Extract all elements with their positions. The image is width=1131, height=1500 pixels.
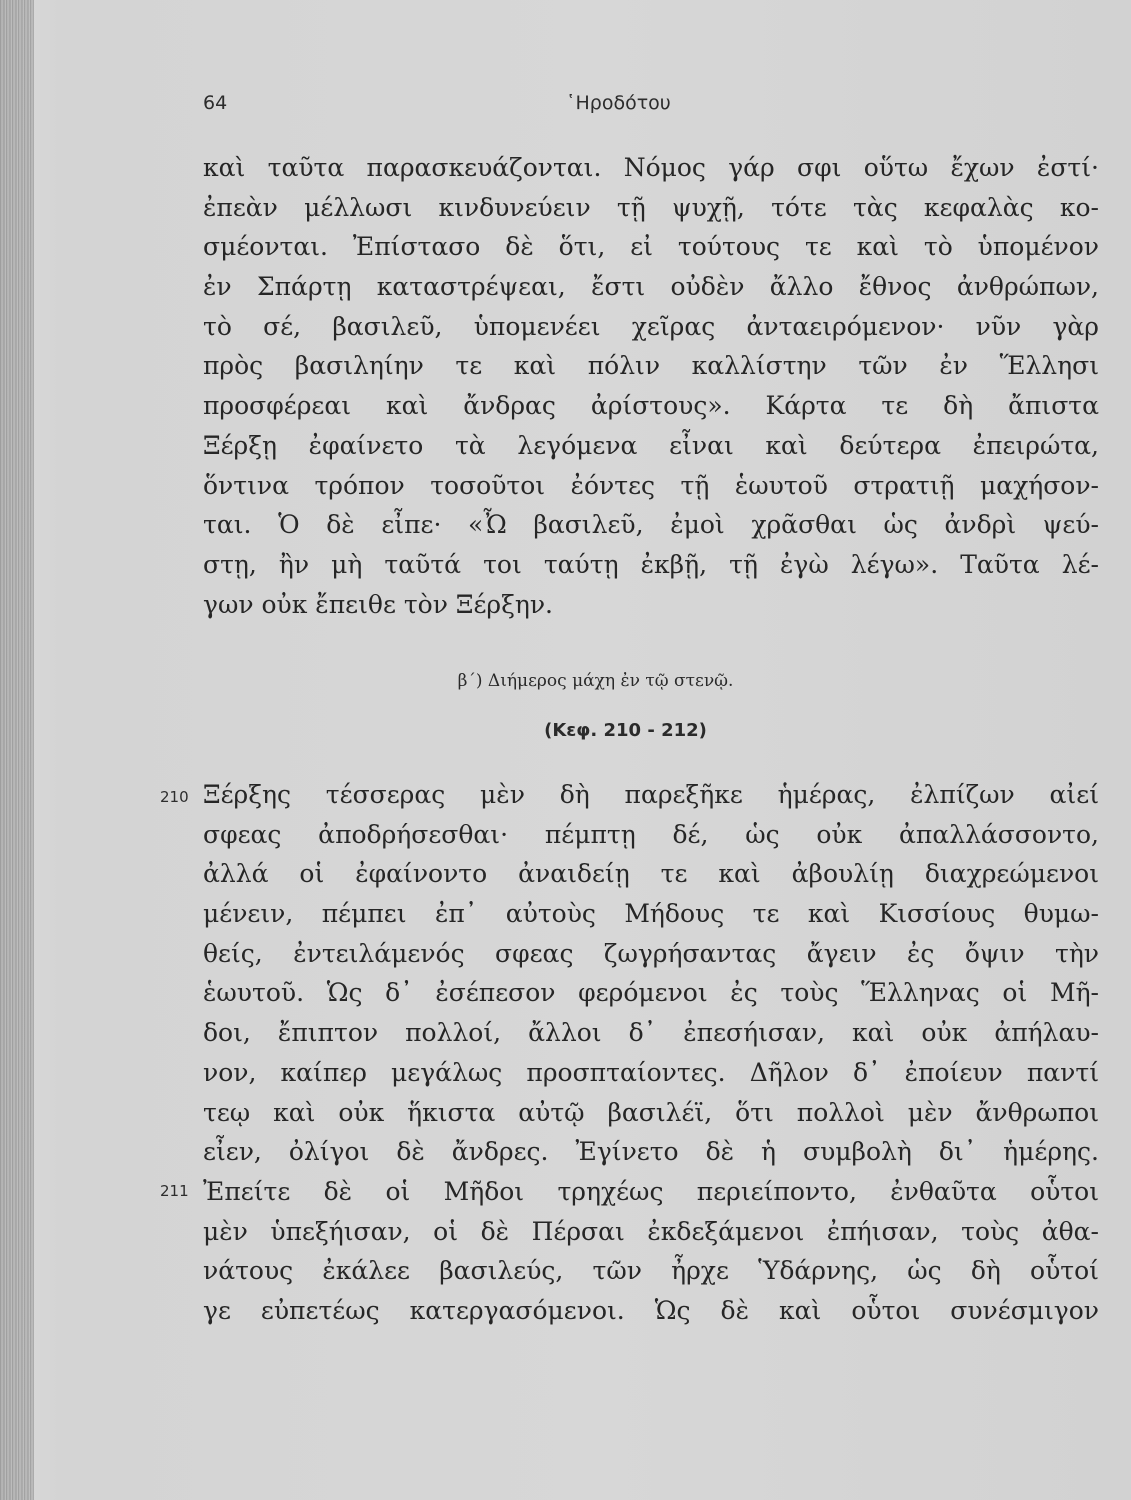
text-line: εἶεν, ὀλίγοι δὲ ἄνδρες. Ἐγίνετο δὲ ἡ συμβολὴ δι᾽ ἡμέρης. bbox=[203, 1137, 1099, 1167]
chapter-margin-number: 210 bbox=[160, 788, 189, 806]
text-line: μένειν, πέμπει ἐπ᾽ αὐτοὺς Μήδους τε καὶ Κισσίους θυμω- bbox=[203, 899, 1099, 929]
passage-2 bbox=[203, 775, 1099, 1331]
running-title: ῾Ηροδότου bbox=[566, 92, 671, 114]
text-line: πρὸς βασιληίην τε καὶ πόλιν καλλίστην τῶν ἐν Ἕλλησι bbox=[203, 351, 1099, 381]
text-line: Ξέρξης τέσσερας μὲν δὴ παρεξῆκε ἡμέρας, ἐλπίζων αἰεί bbox=[203, 780, 1099, 809]
text-line: νον, καίπερ μεγάλως προσπταίοντες. Δῆλον δ᾽ ἐποίευν παντί bbox=[203, 1057, 1099, 1087]
text-line: ὅντινα τρόπον τοσοῦτοι ἐόντες τῇ ἑωυτοῦ στρατιῇ μαχήσον- bbox=[203, 470, 1099, 500]
text-line: Ξέρξῃ ἐφαίνετο τὰ λεγόμενα εἶναι καὶ δεύτερα ἐπειρώτα, bbox=[203, 430, 1099, 460]
text-line: σφεας ἀποδρήσεσθαι· πέμπτῃ δέ, ὡς οὐκ ἀπαλλάσσοντο, bbox=[203, 819, 1099, 849]
text-line: ἀλλά οἱ ἐφαίνοντο ἀναιδείῃ τε καὶ ἀβουλίῃ διαχρεώμενοι bbox=[203, 859, 1099, 889]
text-line: Ἐπείτε δὲ οἱ Μῆδοι τρηχέως περιείποντο, ἐνθαῦτα οὗτοι bbox=[203, 1176, 1099, 1206]
text-line: γων οὐκ ἔπειθε τὸν Ξέρξην. bbox=[203, 589, 553, 619]
text-line: ἐν Σπάρτῃ καταστρέψεαι, ἔστι οὐδὲν ἄλλο ἔθνος ἀνθρώπων, bbox=[203, 272, 1099, 302]
text-line: νάτους ἐκάλεε βασιλεύς, τῶν ἦρχε Ὑδάρνης, ὡς δὴ οὗτοί bbox=[203, 1256, 1099, 1286]
text-line: τεῳ καὶ οὐκ ἥκιστα αὐτῷ βασιλέϊ, ὅτι πολλοὶ μὲν ἄνθρωποι bbox=[203, 1097, 1099, 1127]
text-line: θείς, ἐντειλάμενός σφεας ζωγρήσαντας ἄγειν ἐς ὄψιν τὴν bbox=[203, 938, 1099, 968]
running-head bbox=[0, 92, 1131, 124]
page-number: 64 bbox=[203, 92, 228, 114]
section-chapter-range: (Κεφ. 210 - 212) bbox=[544, 720, 707, 741]
chapter-margin-number: 211 bbox=[160, 1182, 189, 1200]
text-line: ται. Ὁ δὲ εἶπε· «Ὦ βασιλεῦ, ἐμοὶ χρᾶσθαι ὡς ἀνδρὶ ψεύ- bbox=[203, 510, 1099, 540]
passage-1 bbox=[203, 148, 1099, 624]
text-line: στῃ, ἢν μὴ ταῦτά τοι ταύτῃ ἐκβῇ, τῇ ἐγὼ λέγω». Ταῦτα λέ- bbox=[203, 549, 1099, 579]
text-line: σμέονται. Ἐπίστασο δὲ ὅτι, εἰ τούτους τε καὶ τὸ ὑπομένον bbox=[203, 232, 1099, 262]
text-line: ἐπεὰν μέλλωσι κινδυνεύειν τῇ ψυχῇ, τότε τὰς κεφαλὰς κο- bbox=[203, 192, 1099, 222]
text-line: ἑωυτοῦ. Ὡς δ᾽ ἐσέπεσον φερόμενοι ἐς τοὺς Ἕλληνας οἱ Μῆ- bbox=[203, 978, 1099, 1008]
text-line: γε εὐπετέως κατεργασόμενοι. Ὡς δὲ καὶ οὗτοι συνέσμιγον bbox=[203, 1295, 1099, 1325]
text-line: μὲν ὑπεξήισαν, οἱ δὲ Πέρσαι ἐκδεξάμενοι ἐπήισαν, τοὺς ἀθα- bbox=[203, 1216, 1099, 1246]
text-line: προσφέρεαι καὶ ἄνδρας ἀρίστους». Κάρτα τε δὴ ἄπιστα bbox=[203, 391, 1099, 421]
text-line: δοι, ἔπιπτον πολλοί, ἄλλοι δ᾽ ἐπεσήισαν, καὶ οὐκ ἀπήλαυ- bbox=[203, 1018, 1099, 1048]
text-line: τὸ σέ, βασιλεῦ, ὑπομενέει χεῖρας ἀνταειρόμενον· νῦν γὰρ bbox=[203, 311, 1099, 341]
section-title: β΄) Διήμερος μάχη ἐν τῷ στενῷ. bbox=[457, 671, 734, 691]
text-line: καὶ ταῦτα παρασκευάζονται. Νόμος γάρ σφι οὕτω ἔχων ἐστί· bbox=[203, 153, 1099, 182]
page-stack-edge bbox=[0, 0, 34, 1500]
